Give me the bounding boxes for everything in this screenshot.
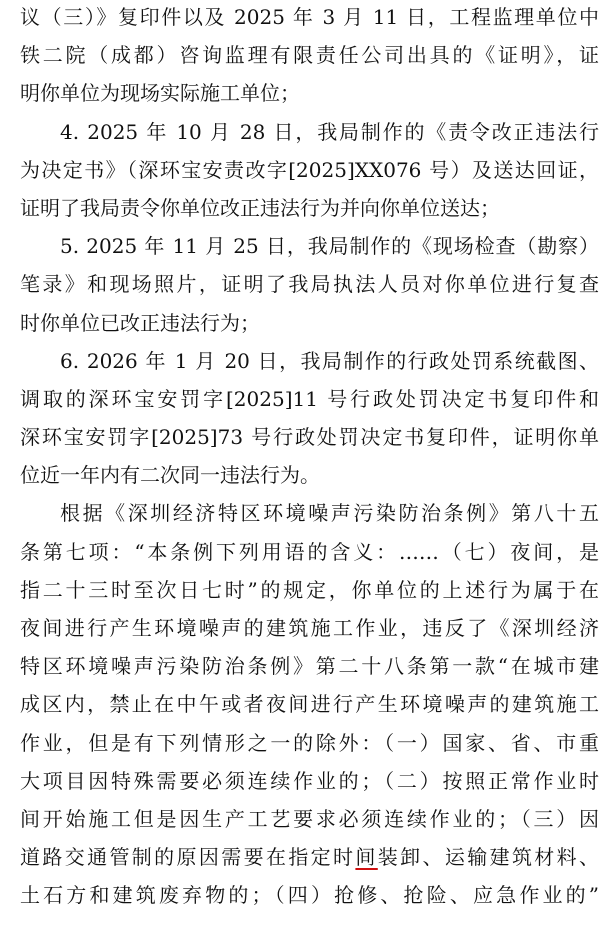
text-line: 夜间进行产生环境噪声的建筑施工作业，违反了《深圳经济 [20, 616, 599, 640]
text-line: 时你单位已改正违法行为； [20, 310, 260, 335]
text-line: 议（三）》复印件以及 2025 年 3 月 11 日，工程监理单位中 [20, 5, 599, 29]
text-line: 条第七项：“本条例下列用语的含义：……（七）夜间，是 [20, 539, 599, 564]
text-line: 明你单位为现场实际施工单位； [20, 81, 300, 106]
text-line: 调取的深环宝安罚字[2025]11 号行政处罚决定书复印件和 [20, 386, 599, 411]
text-line: 为决定书》（深环宝安责改字[2025]XX076 号）及送达回证， [20, 157, 599, 182]
text-line: 证明了我局责令你单位改正违法行为并向你单位送达； [20, 195, 500, 220]
paragraph-start-line: 4. 2025 年 10 月 28 日，我局制作的《责令改正违法行 [60, 119, 599, 144]
text-line: 作业，但是有下列情形之一的除外：（一）国家、省、市重 [20, 730, 599, 755]
text-line: 深环宝安罚字[2025]73 号行政处罚决定书复印件，证明你单 [20, 425, 599, 450]
text-line: 铁二院（成都）咨询监理有限责任公司出具的《证明》，证 [20, 43, 599, 68]
text-line: 笔录》和现场照片，证明了我局执法人员对你单位进行复查 [20, 272, 599, 297]
text-segment: 装卸、运输建筑材料、 [377, 845, 599, 870]
text-line: 位近一年内有二次同一违法行为。 [20, 463, 320, 488]
text-line: 指二十三时至次日七时”的规定，你单位的上述行为属于在 [20, 577, 599, 602]
text-line: 成区内，禁止在中午或者夜间进行产生环境噪声的建筑施工 [20, 692, 599, 717]
text-segment: 道路交通管制的原因需要在指定时 [20, 845, 356, 870]
text-line: 特区环境噪声污染防治条例》第二十八条第一款“在城市建 [20, 654, 599, 679]
paragraph-start-line: 5. 2025 年 11 月 25 日，我局制作的《现场检查（勘察） [60, 234, 599, 259]
text-line: 土石方和建筑废弃物的；（四）抢修、抢险、应急作业的” [20, 883, 599, 908]
text-line: 间开始施工但是因生产工艺要求必须连续作业的；（三）因 [20, 806, 599, 831]
text-line-with-mark [20, 838, 599, 876]
paragraph-start-line: 6. 2026 年 1 月 20 日，我局制作的行政处罚系统截图、 [60, 348, 599, 373]
paragraph-start-line: 根据《深圳经济特区环境噪声污染防治条例》第八十五 [60, 501, 599, 526]
text-line: 大项目因特殊需要必须连续作业的；（二）按照正常作业时 [20, 768, 599, 793]
spellcheck-underline-word: 间 [355, 845, 378, 870]
